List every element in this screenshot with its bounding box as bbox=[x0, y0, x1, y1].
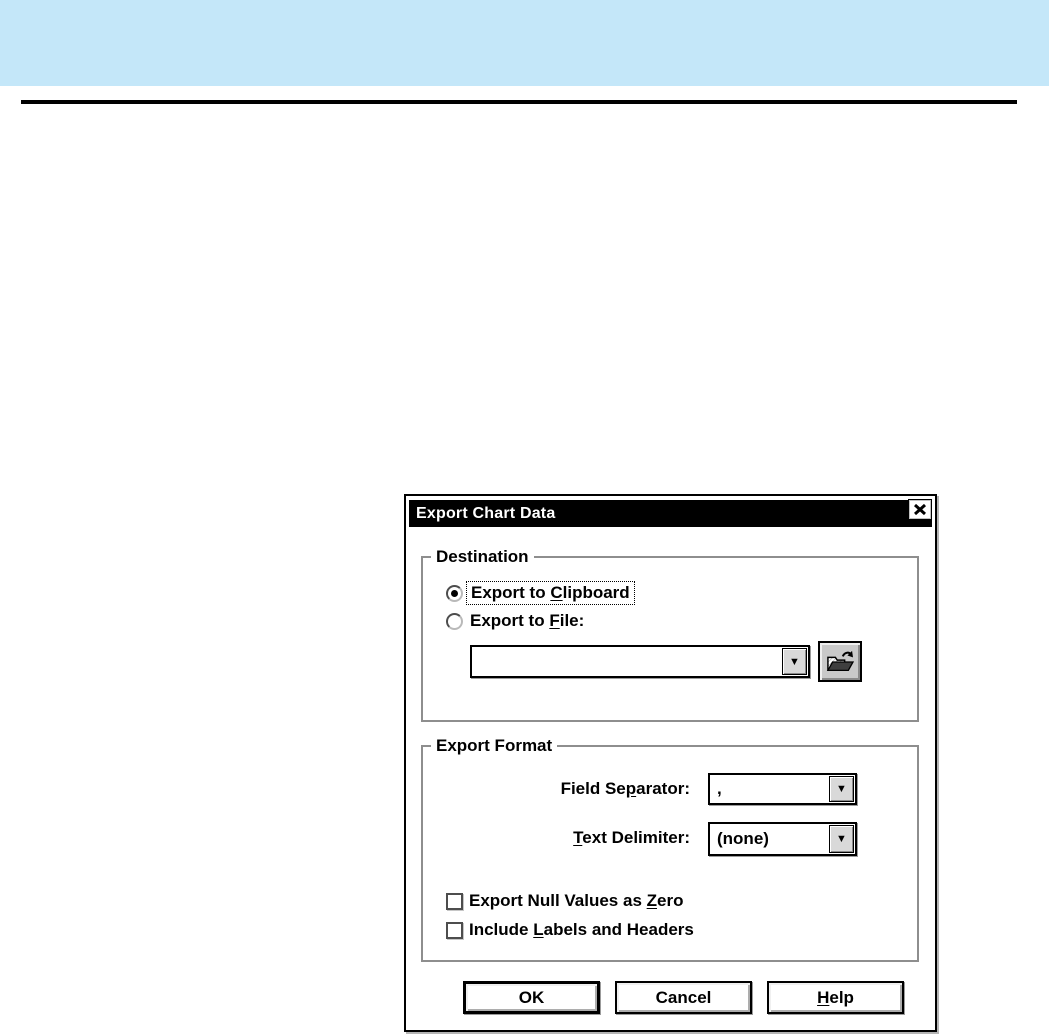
export-format-group-label: Export Format bbox=[431, 736, 557, 756]
label-text: Include bbox=[469, 920, 534, 939]
destination-group bbox=[421, 547, 919, 722]
checkbox-label-null-zero[interactable] bbox=[469, 891, 683, 911]
field-separator-label bbox=[423, 779, 690, 799]
checkbox-export-null-values[interactable] bbox=[446, 893, 463, 910]
radio-row-file bbox=[446, 611, 584, 631]
label-text: lipboard bbox=[562, 583, 630, 602]
dialog-titlebar[interactable] bbox=[409, 500, 932, 527]
label-text: ext Delimiter: bbox=[582, 828, 690, 847]
ok-button[interactable]: OK bbox=[463, 981, 600, 1014]
label-text: Export Null Values as bbox=[469, 891, 647, 910]
open-folder-icon bbox=[825, 649, 855, 675]
cancel-button[interactable]: Cancel bbox=[615, 981, 752, 1014]
field-separator-dropdown-button[interactable] bbox=[829, 776, 854, 802]
checkbox-row-labels-headers bbox=[446, 920, 694, 940]
label-text: Export to bbox=[470, 611, 550, 630]
checkbox-label-labels-headers[interactable] bbox=[469, 920, 694, 940]
export-format-group bbox=[421, 736, 919, 962]
label-accel: C bbox=[550, 583, 563, 602]
label-text: abels and Headers bbox=[543, 920, 694, 939]
close-button[interactable] bbox=[908, 499, 932, 520]
label-text: Export to bbox=[471, 583, 551, 602]
text-delimiter-combobox[interactable] bbox=[708, 822, 857, 856]
label-accel: T bbox=[573, 828, 583, 847]
text-delimiter-dropdown-button[interactable] bbox=[829, 825, 854, 853]
checkbox-include-labels[interactable] bbox=[446, 922, 463, 939]
label-text: elp bbox=[829, 987, 854, 1007]
chevron-down-icon: ▼ bbox=[836, 783, 847, 795]
label-accel: L bbox=[533, 920, 544, 939]
text-delimiter-value: (none) bbox=[717, 829, 769, 848]
file-path-dropdown-button[interactable] bbox=[782, 648, 807, 675]
radio-row-clipboard bbox=[446, 583, 635, 603]
radio-label-file[interactable] bbox=[470, 611, 584, 631]
dialog-title: Export Chart Data bbox=[416, 504, 556, 522]
radio-label-clipboard[interactable] bbox=[466, 581, 635, 605]
chevron-down-icon: ▼ bbox=[789, 655, 800, 668]
export-chart-data-dialog bbox=[404, 494, 937, 1032]
label-accel: F bbox=[549, 611, 560, 630]
radio-export-to-file[interactable] bbox=[446, 613, 463, 630]
label-accel: p bbox=[625, 779, 637, 798]
page-header-band bbox=[0, 0, 1049, 86]
label-text: Field Se bbox=[560, 779, 626, 798]
browse-file-button[interactable] bbox=[818, 641, 862, 682]
help-button[interactable] bbox=[767, 981, 904, 1014]
page-header-rule bbox=[21, 100, 1017, 104]
checkbox-row-null-zero bbox=[446, 891, 683, 911]
x-icon bbox=[914, 504, 926, 515]
file-path-combobox[interactable] bbox=[470, 645, 810, 678]
label-accel: Z bbox=[646, 891, 658, 910]
label-text: ile: bbox=[559, 611, 585, 630]
field-separator-value: , bbox=[717, 779, 722, 798]
chevron-down-icon: ▼ bbox=[836, 833, 847, 845]
text-delimiter-label bbox=[423, 828, 690, 848]
radio-export-to-clipboard[interactable] bbox=[446, 585, 463, 602]
destination-group-label: Destination bbox=[431, 547, 534, 567]
field-separator-combobox[interactable] bbox=[708, 773, 857, 805]
label-text: arator: bbox=[636, 779, 690, 798]
label-text: ero bbox=[657, 891, 684, 910]
label-accel: H bbox=[817, 987, 830, 1007]
